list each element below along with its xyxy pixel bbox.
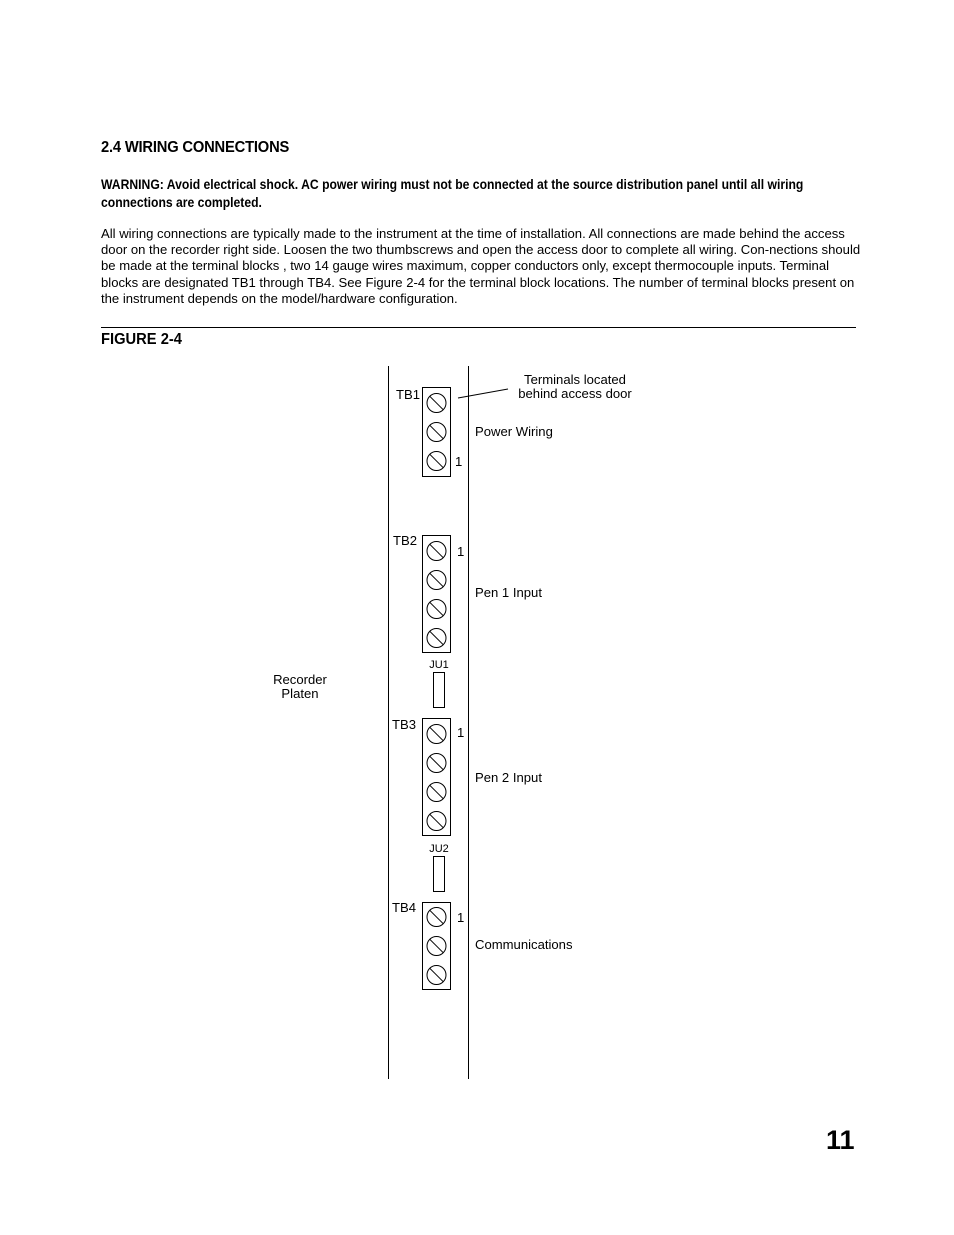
section-heading: 2.4 WIRING CONNECTIONS (101, 139, 290, 156)
tb4-description: Communications (475, 937, 573, 952)
tb2-label: TB2 (393, 533, 418, 548)
terminal-screw-icon (427, 783, 446, 802)
terminal-screw-icon (427, 452, 446, 471)
tb2-pin1-label: 1 (457, 544, 465, 559)
terminal-screw-icon (427, 725, 446, 744)
tb2-description: Pen 1 Input (475, 585, 542, 600)
callout-label-line1: Terminals located (524, 372, 626, 387)
terminal-screw-icon (427, 754, 446, 773)
tb3-description: Pen 2 Input (475, 770, 542, 785)
terminal-screw-icon (427, 908, 446, 927)
terminal-screw-icon (427, 966, 446, 985)
terminal-block-tb3 (392, 717, 542, 836)
tb4-label: TB4 (392, 900, 417, 915)
terminal-block-tb4 (392, 900, 573, 990)
callout-label-line2: behind access door (518, 386, 632, 401)
terminal-screw-icon (427, 812, 446, 831)
ju2-label: JU2 (429, 843, 449, 855)
terminal-screw-icon (427, 542, 446, 561)
tb1-label: TB1 (396, 387, 421, 402)
page-number: 11 (826, 1125, 855, 1155)
callout-leader (458, 389, 508, 398)
tb3-pin1-label: 1 (457, 725, 465, 740)
platen-label-line1: Recorder (273, 672, 327, 687)
tb1-description: Power Wiring (475, 424, 553, 439)
terminal-screw-icon (427, 423, 446, 442)
tb3-label: TB3 (392, 717, 417, 732)
jumper-ju1 (429, 659, 449, 708)
terminal-block-tb2 (393, 533, 542, 653)
tb4-pin1-label: 1 (457, 910, 465, 925)
tb3-housing (423, 719, 451, 836)
platen-label-line2: Platen (281, 686, 319, 701)
body-paragraph: All wiring connections are typically made to the instrument at the time of installation. All connections are made behind the access door on the recorder right side. Loosen the two thumbscrews and open the access door to complete all wiring. Con-nections should be made at the terminal blocks , two 14 gauge wires maximum, copper conductors only, except thermocouple inputs. Terminal blocks are designated TB1 through TB4. See Figure 2-4 for the terminal block locations. The number of terminal blocks present on the instrument depends on the model/hardware configuration. (101, 226, 861, 306)
warning-text: WARNING: Avoid electrical shock. AC power wiring must not be connected at the source distribution panel until all wiring connections are completed. (101, 177, 804, 210)
tb1-pin1-label: 1 (455, 454, 463, 469)
terminal-screw-icon (427, 937, 446, 956)
terminal-screw-icon (427, 629, 446, 648)
jumper-ju2 (429, 843, 449, 892)
ju1-label: JU1 (429, 659, 449, 671)
ju1-body (434, 673, 445, 708)
terminal-screw-icon (427, 571, 446, 590)
ju2-body (434, 857, 445, 892)
figure-title: FIGURE 2-4 (101, 331, 182, 348)
terminal-screw-icon (427, 600, 446, 619)
terminal-screw-icon (427, 394, 446, 413)
tb2-housing (423, 536, 451, 653)
